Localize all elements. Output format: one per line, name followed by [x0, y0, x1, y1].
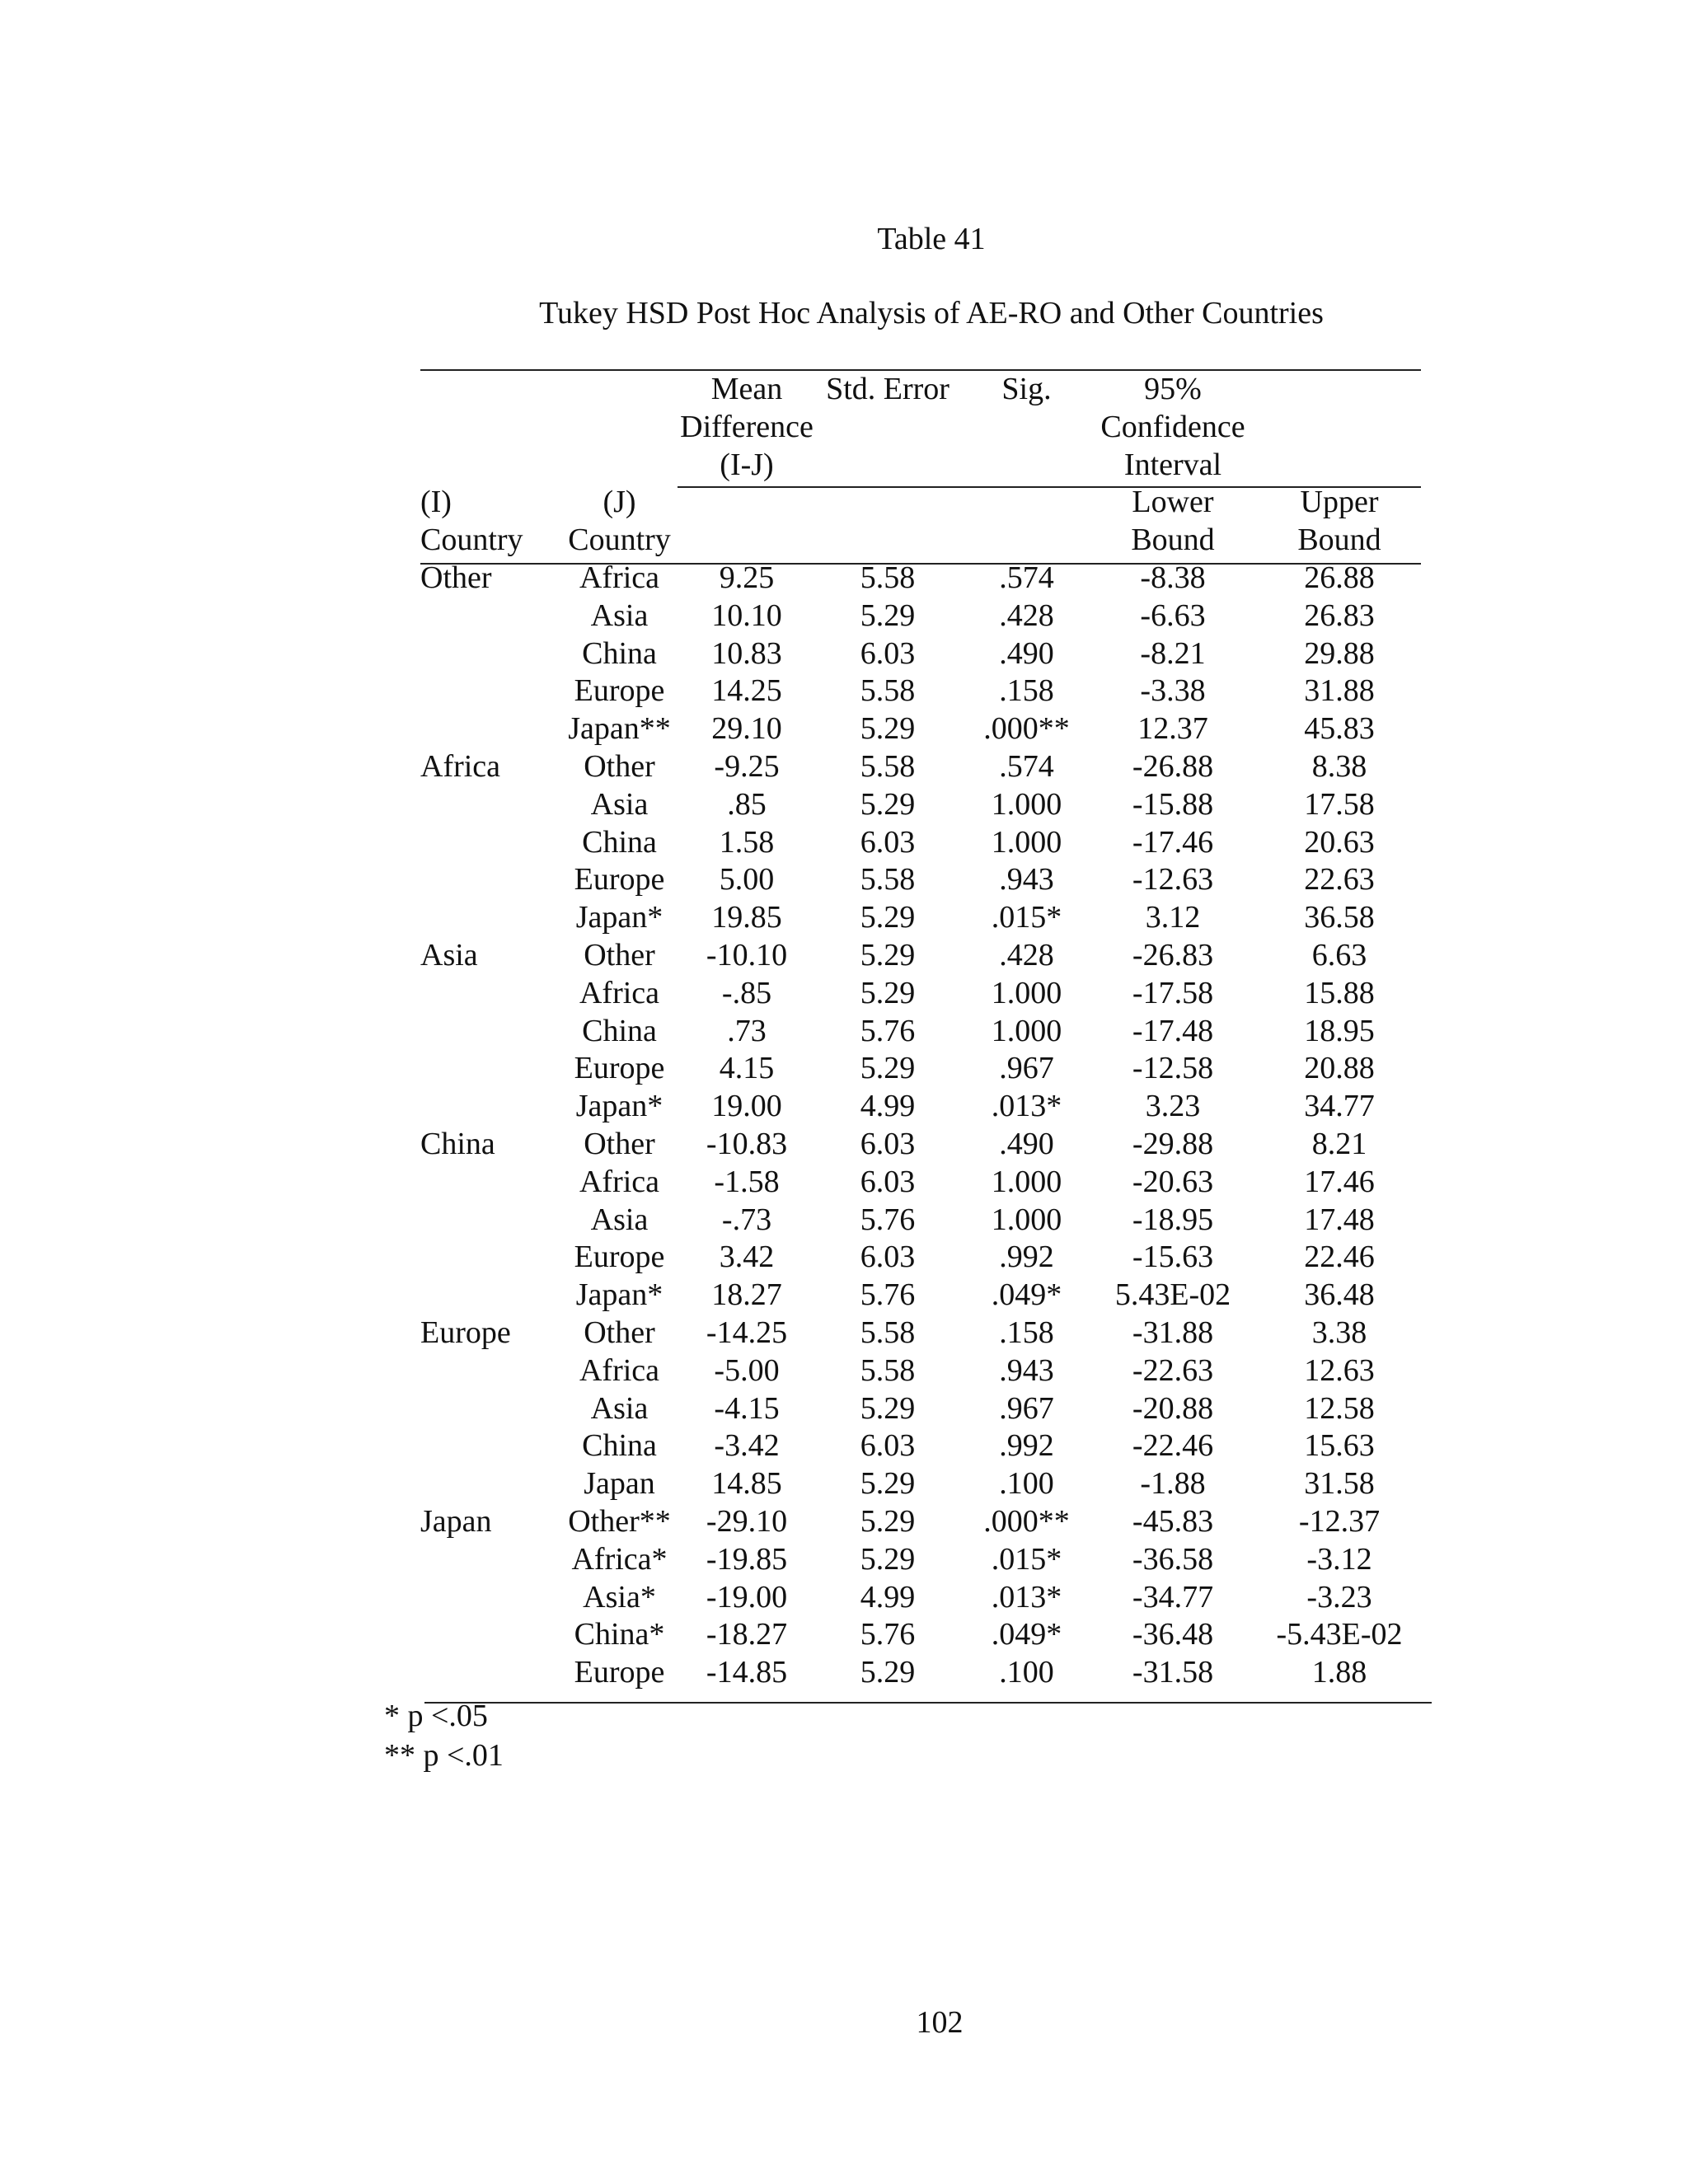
header-i-j: (I-J) [720, 447, 774, 482]
mean-difference-cell: -5.00 [714, 1352, 780, 1388]
mean-difference-cell: -18.27 [706, 1617, 788, 1652]
upper-bound-cell: 22.46 [1304, 1240, 1375, 1275]
upper-bound-cell: 8.38 [1311, 748, 1367, 784]
upper-bound-cell: 15.88 [1304, 975, 1375, 1010]
lower-bound-cell: -34.77 [1132, 1579, 1214, 1615]
i-country-cell [420, 1164, 562, 1202]
lower-bound-cell: 5.43E-02 [1114, 1277, 1231, 1313]
lower-bound-cell: -17.48 [1132, 1013, 1214, 1048]
lower-bound-cell: -26.88 [1132, 748, 1214, 784]
i-country-cell [420, 673, 562, 710]
upper-bound-cell: 31.58 [1304, 1466, 1375, 1502]
i-country-cell [420, 1239, 562, 1277]
i-country-cell: Other [420, 560, 492, 595]
mean-difference-cell: 3.42 [719, 1240, 775, 1275]
j-country-cell: Other [584, 1126, 655, 1161]
header-upper-bound: Bound [1297, 523, 1381, 558]
i-country-cell [420, 1654, 562, 1692]
sig-cell: .000** [983, 1503, 1070, 1539]
header-row-5 [420, 522, 1428, 560]
mean-difference-cell: -10.10 [706, 937, 788, 972]
j-country-cell: Japan* [575, 1089, 663, 1124]
table-row [420, 1352, 1428, 1390]
j-country-cell: Other [584, 937, 655, 972]
upper-bound-cell: 26.83 [1304, 598, 1375, 633]
lower-bound-cell: -29.88 [1132, 1126, 1214, 1161]
std-error-cell: 5.76 [860, 1617, 916, 1652]
upper-bound-cell: 17.46 [1304, 1164, 1375, 1199]
i-country-cell [420, 1427, 562, 1465]
lower-bound-cell: -36.48 [1132, 1617, 1214, 1652]
header-confidence: Confidence [1100, 409, 1245, 444]
upper-bound-cell: 31.88 [1304, 673, 1375, 709]
table-label: Table 41 [877, 222, 986, 256]
upper-bound-cell: 20.88 [1304, 1051, 1375, 1086]
i-country-cell [420, 598, 562, 635]
upper-bound-cell: 8.21 [1311, 1126, 1367, 1161]
table-row [420, 710, 1428, 748]
j-country-cell: China [582, 1013, 657, 1048]
lower-bound-cell: -20.63 [1132, 1164, 1214, 1199]
lower-bound-cell: -3.38 [1140, 673, 1206, 709]
mean-difference-cell: 19.00 [711, 1089, 782, 1124]
table-row [420, 635, 1428, 673]
header-i: (I) [420, 485, 452, 520]
lower-bound-cell: 3.12 [1145, 900, 1201, 935]
header-std-error: Std. Error [826, 372, 950, 406]
i-country-cell [420, 861, 562, 899]
header-difference: Difference [680, 409, 814, 444]
j-country-cell: Africa [579, 1164, 660, 1199]
i-country-cell: China [420, 1126, 495, 1161]
sig-cell: .490 [999, 1126, 1054, 1161]
std-error-cell: 5.58 [860, 748, 916, 784]
mean-difference-cell: -.85 [721, 975, 772, 1010]
table-row [420, 1277, 1428, 1315]
footnote-p01: ** p <.01 [384, 1738, 504, 1773]
sig-cell: .943 [999, 862, 1054, 898]
j-country-cell: Asia [590, 598, 649, 633]
std-error-cell: 5.29 [860, 598, 916, 633]
std-error-cell: 5.29 [860, 1503, 916, 1539]
header-upper: Upper [1300, 485, 1379, 520]
table-row [420, 1202, 1428, 1240]
upper-bound-cell: 20.63 [1304, 824, 1375, 860]
table-row [420, 1126, 1428, 1164]
j-country-cell: Japan* [575, 900, 663, 935]
table-title: Tukey HSD Post Hoc Analysis of AE-RO and Other Countries [539, 296, 1324, 330]
std-error-cell: 5.29 [860, 900, 916, 935]
lower-bound-cell: -15.88 [1132, 786, 1214, 822]
sig-cell: .574 [999, 748, 1054, 784]
table-row [420, 786, 1428, 824]
table-row [420, 975, 1428, 1013]
lower-bound-cell: -8.38 [1140, 560, 1206, 595]
i-country-cell [420, 1352, 562, 1390]
sig-cell: 1.000 [991, 786, 1062, 822]
i-country-cell [420, 1541, 562, 1579]
j-country-cell: Other [584, 748, 655, 784]
sig-cell: .013* [991, 1089, 1062, 1124]
std-error-cell: 5.29 [860, 1051, 916, 1086]
mean-difference-cell: -9.25 [714, 748, 780, 784]
header-row-2 [420, 409, 1428, 447]
sig-cell: .574 [999, 560, 1054, 595]
std-error-cell: 5.58 [860, 673, 916, 709]
upper-bound-cell: 29.88 [1304, 635, 1375, 671]
table-row [420, 1088, 1428, 1126]
i-country-cell [420, 786, 562, 824]
mean-difference-cell: 29.10 [711, 711, 782, 747]
std-error-cell: 5.58 [860, 560, 916, 595]
upper-bound-cell: 3.38 [1311, 1315, 1367, 1350]
mean-difference-cell: -.73 [721, 1202, 772, 1237]
table-row [420, 824, 1428, 862]
std-error-cell: 6.03 [860, 1240, 916, 1275]
sig-cell: .015* [991, 900, 1062, 935]
std-error-cell: 5.29 [860, 786, 916, 822]
j-country-cell: Europe [574, 673, 665, 709]
table-row [420, 1164, 1428, 1202]
sig-cell: .428 [999, 937, 1054, 972]
lower-bound-cell: -20.88 [1132, 1390, 1214, 1426]
i-country-cell: Asia [420, 937, 478, 972]
table-row [420, 1315, 1428, 1352]
lower-bound-cell: -31.88 [1132, 1315, 1214, 1350]
header-j-country: Country [568, 523, 671, 558]
header-interval: Interval [1123, 447, 1222, 482]
sig-cell: .049* [991, 1617, 1062, 1652]
i-country-cell [420, 710, 562, 748]
lower-bound-cell: -12.63 [1132, 862, 1214, 898]
upper-bound-cell: -3.23 [1306, 1579, 1372, 1615]
mean-difference-cell: 10.83 [711, 635, 782, 671]
sig-cell: .490 [999, 635, 1054, 671]
sig-cell: .158 [999, 673, 1054, 709]
mean-difference-cell: -19.85 [706, 1541, 788, 1577]
header-lower-bound: Bound [1131, 523, 1215, 558]
mean-difference-cell: 4.15 [719, 1051, 775, 1086]
upper-bound-cell: 45.83 [1304, 711, 1375, 747]
upper-bound-cell: 36.58 [1304, 900, 1375, 935]
j-country-cell: China [582, 824, 657, 860]
j-country-cell: Africa [579, 975, 660, 1010]
table-row [420, 1427, 1428, 1465]
sig-cell: .967 [999, 1051, 1054, 1086]
table-row [420, 1541, 1428, 1579]
page-number: 102 [916, 2005, 964, 2040]
i-country-cell [420, 1390, 562, 1428]
i-country-cell: Japan [420, 1503, 492, 1539]
table-row [420, 1239, 1428, 1277]
header-j: (J) [603, 485, 636, 520]
lower-bound-cell: -31.58 [1132, 1655, 1214, 1690]
mean-difference-cell: 1.58 [719, 824, 775, 860]
lower-bound-cell: -17.46 [1132, 824, 1214, 860]
mean-difference-cell: 10.10 [711, 598, 782, 633]
mean-difference-cell: -10.83 [706, 1126, 788, 1161]
sig-cell: 1.000 [991, 1164, 1062, 1199]
sig-cell: .100 [999, 1466, 1054, 1502]
i-country-cell [420, 975, 562, 1013]
lower-bound-cell: -12.58 [1132, 1051, 1214, 1086]
lower-bound-cell: 3.23 [1145, 1089, 1201, 1124]
mean-difference-cell: -29.10 [706, 1503, 788, 1539]
table-row [420, 748, 1428, 786]
footnote-p05: * p <.05 [384, 1699, 488, 1733]
tukey-hsd-table [420, 371, 1428, 1692]
mean-difference-cell: -14.25 [706, 1315, 788, 1350]
std-error-cell: 5.76 [860, 1277, 916, 1313]
header-i-country: Country [420, 523, 523, 558]
sig-cell: 1.000 [991, 1202, 1062, 1237]
lower-bound-cell: -1.88 [1140, 1466, 1206, 1502]
std-error-cell: 5.58 [860, 1352, 916, 1388]
upper-bound-cell: 17.48 [1304, 1202, 1375, 1237]
mean-difference-cell: 18.27 [711, 1277, 782, 1313]
std-error-cell: 5.76 [860, 1202, 916, 1237]
std-error-cell: 6.03 [860, 1164, 916, 1199]
mean-difference-cell: .73 [727, 1013, 767, 1048]
j-country-cell: Europe [574, 862, 665, 898]
lower-bound-cell: -45.83 [1132, 1503, 1214, 1539]
j-country-cell: China [582, 635, 657, 671]
std-error-cell: 6.03 [860, 635, 916, 671]
i-country-cell [420, 1013, 562, 1051]
header-row-1 [420, 371, 1428, 409]
std-error-cell: 5.76 [860, 1013, 916, 1048]
table-row [420, 1013, 1428, 1051]
table-body [420, 560, 1428, 1692]
i-country-cell [420, 824, 562, 862]
upper-bound-cell: 1.88 [1311, 1655, 1367, 1690]
j-country-cell: Other** [568, 1503, 671, 1539]
i-country-cell [420, 899, 562, 937]
sig-cell: .015* [991, 1541, 1062, 1577]
i-country-cell [420, 635, 562, 673]
upper-bound-cell: -5.43E-02 [1276, 1617, 1403, 1652]
table-row [420, 1616, 1428, 1654]
lower-bound-cell: -8.21 [1140, 635, 1206, 671]
std-error-cell: 6.03 [860, 1126, 916, 1161]
j-country-cell: Asia* [583, 1579, 656, 1615]
table-row [420, 1390, 1428, 1428]
j-country-cell: Japan** [568, 711, 671, 747]
std-error-cell: 5.29 [860, 1390, 916, 1426]
j-country-cell: Europe [574, 1051, 665, 1086]
std-error-cell: 5.29 [860, 937, 916, 972]
lower-bound-cell: -15.63 [1132, 1240, 1214, 1275]
std-error-cell: 5.29 [860, 975, 916, 1010]
sig-cell: .992 [999, 1240, 1054, 1275]
j-country-cell: Asia [590, 1202, 649, 1237]
lower-bound-cell: -26.83 [1132, 937, 1214, 972]
j-country-cell: Japan [584, 1466, 655, 1502]
std-error-cell: 5.29 [860, 711, 916, 747]
lower-bound-cell: -18.95 [1132, 1202, 1214, 1237]
mean-difference-cell: 14.25 [711, 673, 782, 709]
sig-cell: .428 [999, 598, 1054, 633]
upper-bound-cell: 18.95 [1304, 1013, 1375, 1048]
mean-difference-cell: -3.42 [714, 1428, 780, 1464]
i-country-cell: Europe [420, 1315, 511, 1350]
i-country-cell [420, 1202, 562, 1240]
table-row [420, 1579, 1428, 1617]
std-error-cell: 4.99 [860, 1089, 916, 1124]
table-row [420, 673, 1428, 710]
mean-difference-cell: .85 [727, 786, 767, 822]
header-row-3 [420, 447, 1428, 485]
sig-cell: 1.000 [991, 824, 1062, 860]
j-country-cell: Africa* [571, 1541, 668, 1577]
j-country-cell: Europe [574, 1240, 665, 1275]
lower-bound-cell: -17.58 [1132, 975, 1214, 1010]
table-bottom-rule [424, 1702, 1432, 1704]
sig-cell: .943 [999, 1352, 1054, 1388]
upper-bound-cell: -12.37 [1298, 1503, 1381, 1539]
table-row [420, 560, 1428, 598]
sig-cell: .100 [999, 1655, 1054, 1690]
mean-difference-cell: 9.25 [719, 560, 775, 595]
j-country-cell: Japan* [575, 1277, 663, 1313]
sig-cell: .158 [999, 1315, 1054, 1350]
mean-difference-cell: -4.15 [714, 1390, 780, 1426]
sig-cell: .992 [999, 1428, 1054, 1464]
header-sig: Sig. [1001, 372, 1052, 406]
std-error-cell: 4.99 [860, 1579, 916, 1615]
mean-difference-cell: -1.58 [714, 1164, 780, 1199]
mean-difference-cell: 14.85 [711, 1466, 782, 1502]
j-country-cell: China [582, 1428, 657, 1464]
sig-cell: 1.000 [991, 975, 1062, 1010]
table-row [420, 937, 1428, 975]
lower-bound-cell: -36.58 [1132, 1541, 1214, 1577]
mean-difference-cell: -14.85 [706, 1655, 788, 1690]
upper-bound-cell: 15.63 [1304, 1428, 1375, 1464]
upper-bound-cell: 12.58 [1304, 1390, 1375, 1426]
std-error-cell: 6.03 [860, 1428, 916, 1464]
upper-bound-cell: 36.48 [1304, 1277, 1375, 1313]
i-country-cell [420, 1088, 562, 1126]
table-row [420, 1654, 1428, 1692]
std-error-cell: 5.29 [860, 1655, 916, 1690]
std-error-cell: 5.58 [860, 1315, 916, 1350]
lower-bound-cell: -6.63 [1140, 598, 1206, 633]
sig-cell: .000** [983, 711, 1070, 747]
i-country-cell [420, 1050, 562, 1088]
table-row [420, 1465, 1428, 1503]
j-country-cell: Other [584, 1315, 655, 1350]
mean-difference-cell: 5.00 [719, 862, 775, 898]
i-country-cell [420, 1465, 562, 1503]
j-country-cell: China* [574, 1617, 665, 1652]
i-country-cell [420, 1616, 562, 1654]
upper-bound-cell: 12.63 [1304, 1352, 1375, 1388]
table-row [420, 899, 1428, 937]
mean-difference-cell: -19.00 [706, 1579, 788, 1615]
i-country-cell [420, 1579, 562, 1617]
j-country-cell: Asia [590, 786, 649, 822]
lower-bound-cell: 12.37 [1137, 711, 1208, 747]
sig-cell: .967 [999, 1390, 1054, 1426]
std-error-cell: 5.29 [860, 1466, 916, 1502]
header-ci-percent: 95% [1144, 372, 1202, 406]
table-row [420, 1050, 1428, 1088]
std-error-cell: 6.03 [860, 824, 916, 860]
lower-bound-cell: -22.46 [1132, 1428, 1214, 1464]
lower-bound-cell: -22.63 [1132, 1352, 1214, 1388]
j-country-cell: Africa [579, 560, 660, 595]
footnotes [384, 1696, 504, 1775]
table-row [420, 861, 1428, 899]
mean-difference-cell: 19.85 [711, 900, 782, 935]
upper-bound-cell: 17.58 [1304, 786, 1375, 822]
sig-cell: .049* [991, 1277, 1062, 1313]
table-row [420, 598, 1428, 635]
header-mean: Mean [710, 372, 783, 406]
std-error-cell: 5.58 [860, 862, 916, 898]
upper-bound-cell: 6.63 [1311, 937, 1367, 972]
sig-cell: 1.000 [991, 1013, 1062, 1048]
j-country-cell: Europe [574, 1655, 665, 1690]
j-country-cell: Asia [590, 1390, 649, 1426]
upper-bound-cell: 26.88 [1304, 560, 1375, 595]
table-row [420, 1503, 1428, 1541]
sig-cell: .013* [991, 1579, 1062, 1615]
header-lower: Lower [1132, 485, 1214, 520]
i-country-cell: Africa [420, 748, 501, 784]
upper-bound-cell: -3.12 [1306, 1541, 1372, 1577]
upper-bound-cell: 22.63 [1304, 862, 1375, 898]
upper-bound-cell: 34.77 [1304, 1089, 1375, 1124]
header-row-4 [420, 484, 1428, 522]
i-country-cell [420, 1277, 562, 1315]
j-country-cell: Africa [579, 1352, 660, 1388]
std-error-cell: 5.29 [860, 1541, 916, 1577]
